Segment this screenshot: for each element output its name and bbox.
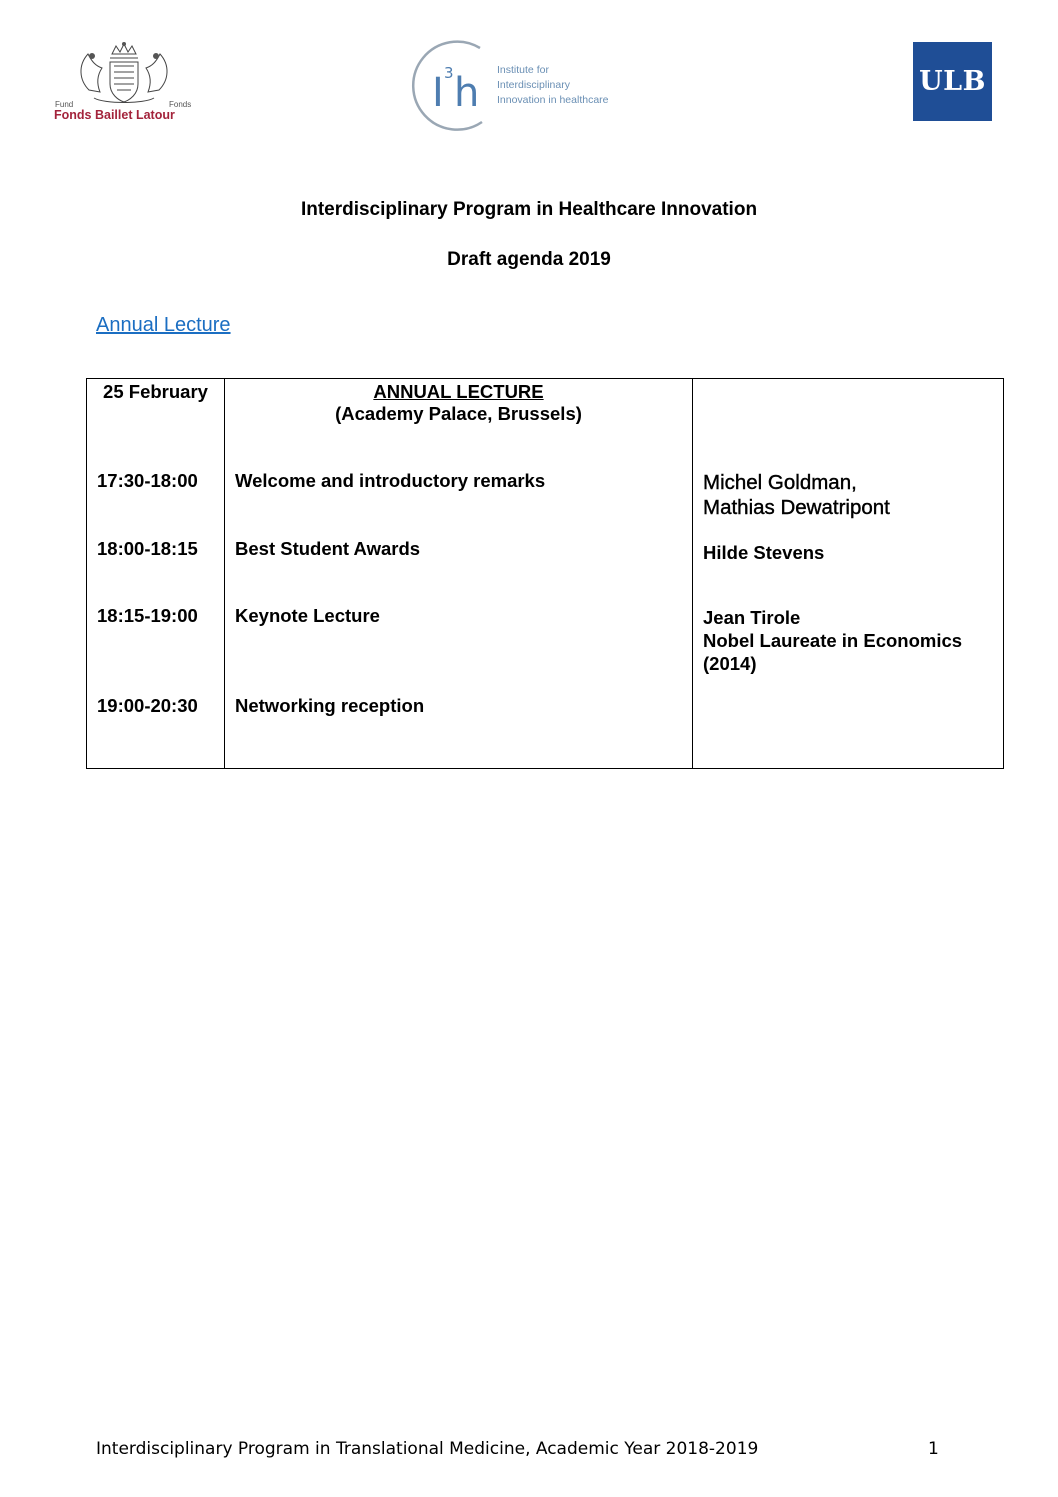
crest-icon [74, 40, 174, 106]
row-session: Keynote Lecture [235, 605, 380, 626]
row-speaker: Jean Tirole [703, 607, 801, 628]
ulb-logo: ULB [913, 42, 992, 121]
i3h-text-line-1: Institute for [497, 64, 549, 76]
row-speaker: (2014) [703, 653, 757, 674]
row-session: Best Student Awards [235, 538, 421, 559]
i3h-mark-sup: 3 [444, 64, 454, 82]
column-divider [692, 379, 693, 768]
i3h-text-line-3: Innovation in healthcare [497, 94, 609, 106]
i3h-mark-suffix: h [454, 70, 480, 116]
row-time: 17:30-18:00 [97, 470, 198, 491]
event-venue: (Academy Palace, Brussels) [335, 403, 582, 424]
section-heading-link[interactable]: Annual Lecture [96, 314, 231, 336]
row-session: Welcome and introductory remarks [235, 470, 546, 491]
document-title: Interdisciplinary Program in Healthcare Innovation [300, 199, 758, 220]
row-speaker: Nobel Laureate in Economics [703, 630, 963, 651]
agenda-table [86, 378, 1004, 769]
i3h-mark-icon [410, 38, 500, 134]
footer-text: Interdisciplinary Program in Translational Medicine, Academic Year 2018-2019 [96, 1439, 759, 1459]
document-subtitle: Draft agenda 2019 [447, 249, 611, 270]
row-speaker: Michel Goldman, [703, 471, 857, 494]
row-time: 18:15-19:00 [97, 605, 198, 626]
fonds-label: Fonds [169, 100, 192, 109]
row-speaker: Hilde Stevens [703, 542, 825, 563]
agenda-date: 25 February [103, 381, 208, 402]
event-header [225, 381, 692, 425]
fonds-baillet-latour-name: Fonds Baillet Latour [54, 108, 175, 122]
page-number: 1 [928, 1439, 939, 1459]
row-session: Networking reception [235, 695, 425, 716]
row-speaker: Mathias Dewatripont [703, 496, 890, 519]
fonds-baillet-latour-logo [52, 40, 197, 125]
fund-label: Fund [55, 100, 74, 109]
column-divider [224, 379, 225, 768]
i3h-mark-base: I [432, 70, 444, 116]
row-time: 18:00-18:15 [97, 538, 198, 559]
i3h-logo [410, 38, 650, 134]
i3h-text-line-2: Interdisciplinary [497, 79, 570, 91]
event-title: ANNUAL LECTURE [373, 381, 544, 402]
row-time: 19:00-20:30 [97, 695, 198, 716]
